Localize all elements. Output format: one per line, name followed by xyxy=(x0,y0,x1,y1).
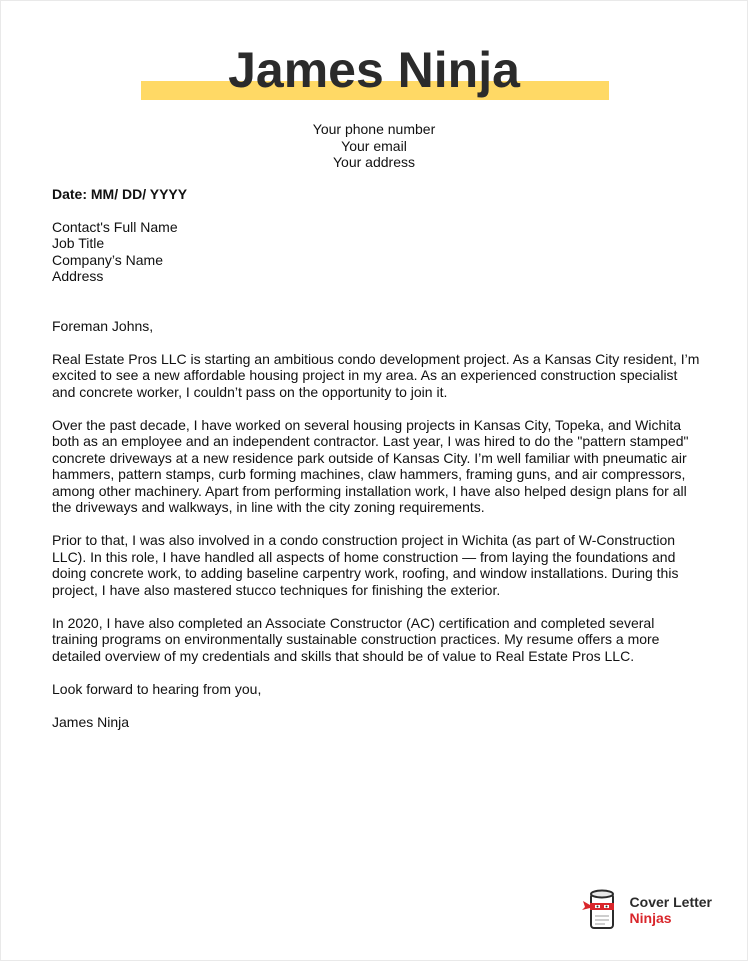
recipient-address: Address xyxy=(52,268,104,284)
contact-info xyxy=(1,121,747,171)
closing-line: Look forward to hearing from you, xyxy=(52,680,262,697)
letter-body xyxy=(52,186,702,730)
date-line: Date: MM/ DD/ YYYY xyxy=(52,186,188,202)
paragraph-prior-role: Prior to that, I was also involved in a condo construction project in Wichita (as part of W-Construction LLC). In this role, I have handled all aspects of home construction — from laying the foundations and doing concrete work, to adding baseline carpentry work, roofing, and window installations. During this project, I have also mastered stucco techniques for finishing the exterior. xyxy=(52,532,679,598)
phone-line: Your phone number xyxy=(312,121,436,137)
paragraph-certification: In 2020, I have also completed an Associate Constructor (AC) certification and completed several training programs on environmentally sustainable construction practices. My resume offers a more detailed overview of my credentials and skills that should be of value to Real Estate Pros LLC. xyxy=(52,614,660,664)
recipient-job-title: Job Title xyxy=(52,235,105,251)
ninja-mascot-icon xyxy=(582,888,622,932)
recipient-full-name: Contact's Full Name xyxy=(52,218,178,235)
logo-wordmark xyxy=(630,894,712,926)
signature: James Ninja xyxy=(52,713,130,730)
salutation: Foreman Johns, xyxy=(52,317,154,334)
paragraph-experience: Over the past decade, I have worked on several housing projects in Kansas City, Topeka, and Wichita both as an employee and an independent contractor. Last year, I was hired to do the "pattern stamped" concrete driveways at a new residence park outside of Kansas City. I’m well familiar with pneumatic air hammers, pattern stamps, curb forming machines, claw hammers, framing guns, and air compressors, among other machinery. Apart from performing installation work, I have also helped design plans for all the driveways and walkways, in line with the city zoning requirements. xyxy=(52,416,689,515)
name-header xyxy=(1,35,747,105)
logo-line-1: Cover Letter xyxy=(629,894,712,910)
cover-letter-ninjas-logo xyxy=(582,888,712,932)
recipient-company: Company’s Name xyxy=(52,251,164,268)
paragraph-intro: Real Estate Pros LLC is starting an ambitious condo development project. As a Kansas City resident, I’m excited to see a new affordable housing project in my area. As an experienced construction specialist and concrete worker, I couldn’t pass on the opportunity to join it. xyxy=(52,350,700,400)
recipient-block xyxy=(52,219,702,285)
applicant-name: James Ninja xyxy=(228,42,520,98)
logo-line-2: Ninjas xyxy=(629,910,672,926)
address-line: Your address xyxy=(333,154,415,170)
email-line: Your email xyxy=(341,137,407,154)
